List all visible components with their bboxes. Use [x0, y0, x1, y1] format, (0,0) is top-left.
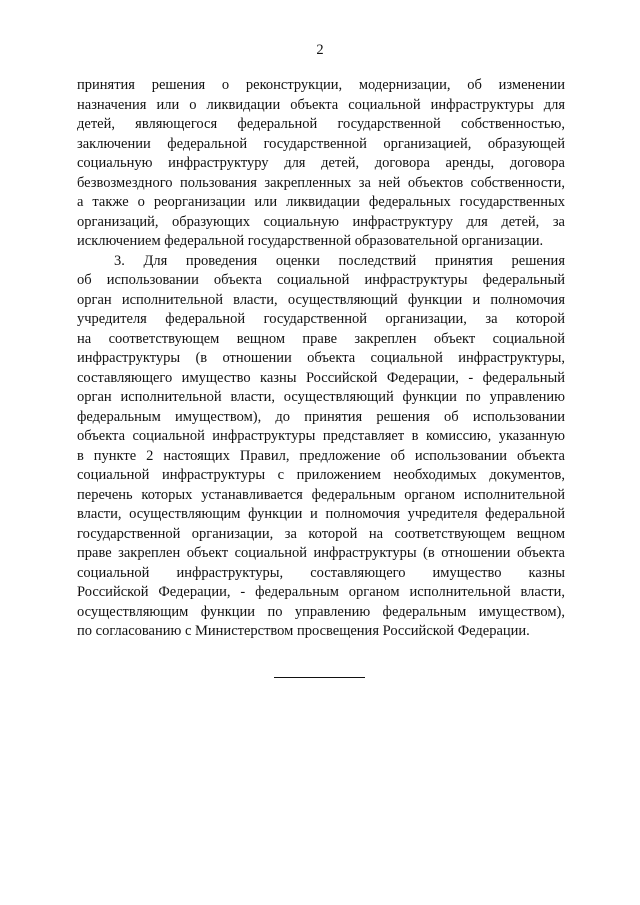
- text-line: организаций, образующих социальную инфраструктуру для детей, за: [77, 213, 565, 230]
- text-line: социальной инфраструктуры с приложением необходимых документов,: [77, 467, 565, 483]
- text-line: власти, осуществляющим функции и полномочия учредителя федеральной: [77, 506, 565, 522]
- text-line: орган исполнительной власти, осуществляющий функции по управлению: [77, 389, 565, 405]
- paragraph-2: [77, 252, 565, 642]
- text-line: социальную инфраструктуру для детей, договора аренды, договора: [77, 155, 565, 171]
- text-line: исключением федеральной государственной образовательной организации.: [77, 233, 544, 249]
- text-line: безвозмездного пользования закрепленных за ней объектов собственности,: [77, 174, 565, 191]
- text-line: заключении федеральной государственной организацией, образующей: [77, 135, 565, 152]
- text-line: инфраструктуры (в отношении объекта социальной инфраструктуры,: [77, 350, 565, 366]
- text-line: принятия решения о реконструкции, модернизации, об изменении: [77, 77, 565, 93]
- text-line: федеральным имуществом), до принятия решения об использовании: [77, 408, 565, 425]
- text-line: Российской Федерации, - федеральным органом исполнительной власти,: [77, 584, 565, 600]
- document-body: [77, 76, 565, 642]
- page-number: 2: [316, 42, 324, 58]
- text-line: орган исполнительной власти, осуществляющий функции и полномочия: [77, 291, 565, 308]
- text-line: а также о реорганизации или ликвидации федеральных государственных: [77, 194, 565, 210]
- end-of-document-rule: [274, 677, 365, 678]
- text-line: праве закреплен объект социальной инфраструктуры (в отношении объекта: [77, 545, 565, 561]
- text-line: детей, являющегося федеральной государственной собственностью,: [77, 116, 565, 132]
- text-line: об использовании объекта социальной инфраструктуры федеральный: [77, 272, 565, 288]
- text-line: осуществляющим функции по управлению федеральным имуществом),: [77, 603, 565, 620]
- text-line: назначения или о ликвидации объекта социальной инфраструктуры для: [77, 96, 565, 113]
- paragraph-1: [77, 76, 565, 252]
- text-line: объекта социальной инфраструктуры представляет в комиссию, указанную: [77, 428, 565, 444]
- text-line: перечень которых устанавливается федеральным органом исполнительной: [77, 486, 565, 503]
- text-line: по согласованию с Министерством просвещения Российской Федерации.: [77, 623, 530, 639]
- text-line: на соответствующем вещном праве закреплен объект социальной: [77, 330, 565, 347]
- text-line: в пункте 2 настоящих Правил, предложение об использовании объекта: [77, 447, 565, 464]
- text-line: государственной организации, за которой на соответствующем вещном: [77, 525, 565, 542]
- text-line: 3. Для проведения оценки последствий принятия решения: [114, 252, 565, 269]
- text-line: социальной инфраструктуры, составляющего имущество казны: [77, 564, 565, 581]
- text-line: учредителя федеральной государственной организации, за которой: [77, 311, 565, 327]
- text-line: составляющего имущество казны Российской Федерации, - федеральный: [77, 369, 565, 386]
